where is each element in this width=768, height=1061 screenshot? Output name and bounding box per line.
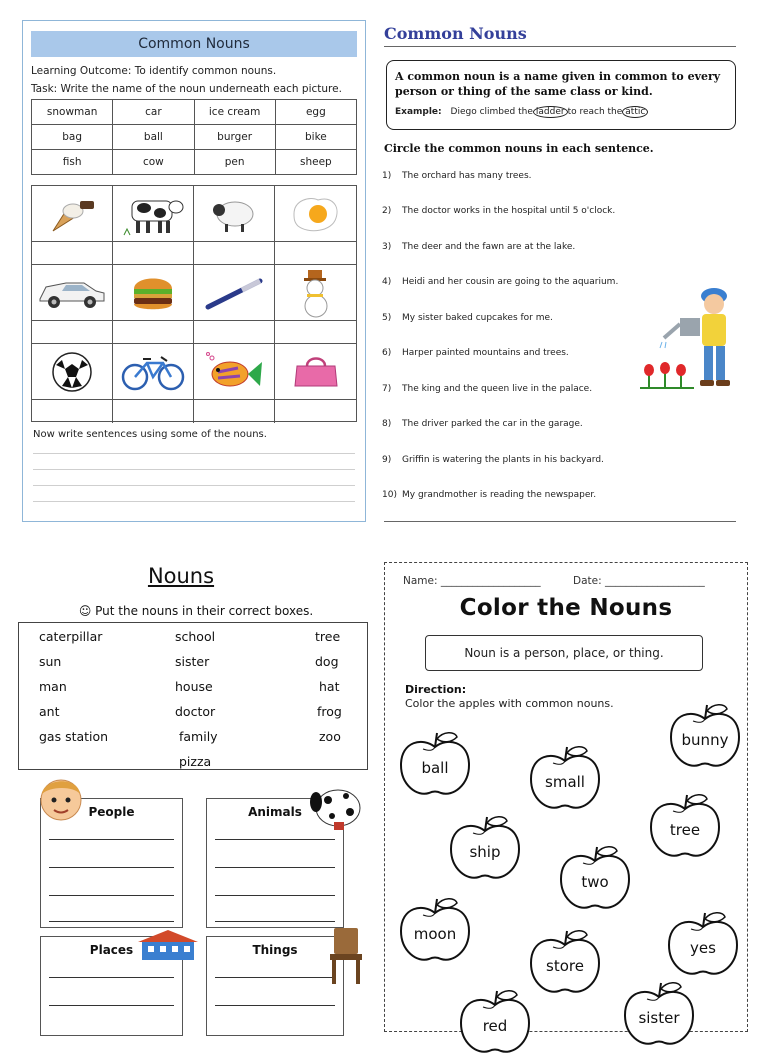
table-row — [32, 150, 357, 175]
picture-cell — [113, 265, 194, 321]
instruction: Circle the common nouns in each sentence. — [384, 142, 654, 155]
word-cell: snowman — [32, 100, 113, 125]
learning-outcome: Learning Outcome: To identify common nouns. — [31, 65, 277, 77]
sentence-item[interactable] — [382, 171, 532, 181]
sentence-number: 10) — [382, 490, 397, 500]
divider — [384, 521, 736, 522]
picture-cell — [275, 344, 356, 400]
sentence-item[interactable] — [382, 490, 596, 500]
box-label: Things — [252, 943, 298, 957]
word-cell: burger — [194, 125, 275, 150]
ice-cream-icon — [47, 191, 97, 237]
apple-two[interactable] — [557, 843, 633, 913]
sentence-item[interactable] — [382, 206, 615, 216]
apple-moon[interactable] — [397, 895, 473, 965]
noun-word: gas station — [39, 729, 109, 744]
picture-cell — [113, 186, 194, 242]
boy-watering-flowers-icon — [634, 278, 738, 394]
sort-nouns-worksheet — [16, 560, 376, 1024]
writing-line[interactable] — [33, 501, 355, 502]
writing-line[interactable] — [215, 839, 335, 840]
example-text: to reach the — [567, 107, 623, 117]
noun-word: caterpillar — [39, 629, 103, 644]
writing-line[interactable] — [215, 895, 335, 896]
writing-line[interactable] — [215, 1005, 335, 1006]
sentence-item[interactable] — [382, 419, 583, 429]
picture-cell — [32, 344, 113, 400]
divider — [384, 46, 736, 47]
example-sentence — [395, 107, 727, 117]
date-field[interactable]: Date: ___________________ — [573, 575, 705, 587]
apple-bunny[interactable] — [667, 701, 743, 771]
noun-word: man — [39, 679, 67, 694]
apple-word: ship — [469, 843, 501, 861]
word-cell: cow — [113, 150, 194, 175]
answer-cell[interactable] — [275, 400, 356, 423]
answer-cell[interactable] — [194, 400, 275, 423]
word-cell: car — [113, 100, 194, 125]
apple-word: tree — [669, 821, 701, 839]
apple-yes[interactable] — [665, 909, 741, 979]
noun-word: tree — [315, 629, 341, 644]
noun-word: sun — [39, 654, 62, 669]
word-cell: fish — [32, 150, 113, 175]
definition-box — [386, 60, 736, 130]
noun-word: pizza — [179, 754, 212, 769]
sentence-text: My sister baked cupcakes for me. — [402, 313, 553, 323]
noun-word: family — [179, 729, 218, 744]
answer-cell[interactable] — [32, 321, 113, 344]
apple-ball[interactable] — [397, 729, 473, 799]
worksheet-title: Common Nouns — [384, 24, 527, 43]
sentence-number: 1) — [382, 171, 392, 181]
sentence-text: The deer and the fawn are at the lake. — [402, 242, 576, 252]
sentence-text: My grandmother is reading the newspaper. — [402, 490, 597, 500]
apple-word: ball — [421, 759, 449, 777]
sentence-text: The doctor works in the hospital until 5 o'clock. — [402, 206, 616, 216]
writing-line[interactable] — [49, 839, 174, 840]
ball-icon — [50, 350, 94, 394]
sentence-prompt: Now write sentences using some of the nouns. — [33, 429, 267, 440]
answer-cell[interactable] — [113, 321, 194, 344]
box-label: People — [88, 805, 135, 819]
apple-word: store — [546, 957, 584, 975]
apple-small[interactable] — [527, 743, 603, 813]
fish-icon — [204, 350, 264, 394]
example-label: Example: — [395, 107, 442, 117]
sentence-number: 4) — [382, 277, 392, 287]
answer-cell[interactable] — [113, 400, 194, 423]
sentence-text: Harper painted mountains and trees. — [402, 348, 569, 358]
word-cell: ball — [113, 125, 194, 150]
answer-cell[interactable] — [194, 242, 275, 265]
apple-word: bunny — [681, 731, 729, 749]
picture-cell — [113, 344, 194, 400]
noun-word: school — [175, 629, 216, 644]
noun-word: hat — [319, 679, 340, 694]
school-building-icon — [136, 928, 200, 962]
apple-store[interactable] — [527, 927, 603, 997]
apple-word: two — [581, 873, 609, 891]
writing-line[interactable] — [49, 1005, 174, 1006]
burger-icon — [130, 271, 176, 315]
sentence-text: The driver parked the car in the garage. — [402, 419, 583, 429]
writing-line[interactable] — [33, 485, 355, 486]
noun-word: sister — [175, 654, 210, 669]
common-nouns-picture-worksheet — [22, 20, 366, 522]
word-bank-table — [31, 99, 357, 175]
color-the-nouns-worksheet — [384, 562, 748, 1035]
noun-word: dog — [315, 654, 339, 669]
sentence-number: 3) — [382, 242, 392, 252]
cow-icon — [120, 191, 186, 237]
bike-icon — [119, 351, 187, 393]
picture-cell — [275, 186, 356, 242]
noun-word: frog — [317, 704, 342, 719]
writing-line[interactable] — [215, 921, 335, 922]
dalmatian-icon — [308, 782, 366, 834]
definition-box: Noun is a person, place, or thing. — [425, 635, 703, 671]
sentence-number: 5) — [382, 313, 392, 323]
sentence-number: 7) — [382, 384, 392, 394]
apple-tree[interactable] — [647, 791, 723, 861]
sentence-item[interactable] — [382, 348, 569, 358]
word-cell: bag — [32, 125, 113, 150]
picture-cell — [194, 265, 275, 321]
noun-word: zoo — [319, 729, 341, 744]
picture-cell — [275, 265, 356, 321]
sentence-item[interactable] — [382, 455, 604, 465]
writing-line[interactable] — [215, 977, 335, 978]
sentence-number: 6) — [382, 348, 392, 358]
child-face-icon — [34, 772, 88, 824]
picture-grid — [31, 185, 357, 422]
sheep-icon — [207, 192, 261, 236]
circled-noun: ladder — [533, 106, 568, 118]
sentence-text: The king and the queen live in the palace. — [402, 384, 593, 394]
picture-cell — [32, 186, 113, 242]
answer-cell[interactable] — [113, 242, 194, 265]
sentence-number: 9) — [382, 455, 392, 465]
worksheet-title: Nouns — [147, 564, 215, 588]
apple-word: sister — [638, 1009, 680, 1027]
worksheet-title: Common Nouns — [31, 31, 357, 57]
writing-line[interactable] — [49, 977, 174, 978]
sentence-number: 8) — [382, 419, 392, 429]
worksheet-title: Color the Nouns — [459, 595, 673, 621]
name-field[interactable]: Name: ___________________ — [403, 575, 541, 587]
sentence-number: 2) — [382, 206, 392, 216]
word-cell: sheep — [275, 150, 356, 175]
answer-cell[interactable] — [32, 400, 113, 423]
apple-word: moon — [413, 925, 457, 943]
word-cell: pen — [194, 150, 275, 175]
pen-icon — [202, 273, 266, 313]
egg-icon — [288, 192, 344, 236]
word-cell: bike — [275, 125, 356, 150]
table-row — [32, 125, 357, 150]
word-cell: egg — [275, 100, 356, 125]
car-icon — [36, 275, 108, 311]
answer-cell[interactable] — [275, 321, 356, 344]
sentence-text: The orchard has many trees. — [402, 171, 532, 181]
sentence-item[interactable] — [382, 242, 575, 252]
answer-cell[interactable] — [32, 242, 113, 265]
apple-sister[interactable] — [621, 979, 697, 1049]
apple-word: small — [545, 773, 585, 791]
apple-word: yes — [690, 939, 716, 957]
sentence-text: Griffin is watering the plants in his backyard. — [402, 455, 604, 465]
instruction: ☺ Put the nouns in their correct boxes. — [78, 604, 314, 618]
example-text: Diego climbed the — [450, 107, 533, 117]
writing-line[interactable] — [33, 453, 355, 454]
writing-line[interactable] — [49, 895, 174, 896]
noun-word: house — [175, 679, 213, 694]
box-label: Places — [89, 943, 134, 957]
box-label: Animals — [248, 805, 302, 819]
picture-cell — [194, 344, 275, 400]
picture-cell — [194, 186, 275, 242]
answer-cell[interactable] — [194, 321, 275, 344]
writing-line[interactable] — [49, 867, 174, 868]
writing-line[interactable] — [33, 469, 355, 470]
definition-text: A common noun is a name given in common to every person or thing of the same class or kind. — [395, 70, 721, 98]
circle-common-nouns-worksheet — [380, 20, 740, 530]
noun-word: doctor — [175, 704, 216, 719]
snowman-icon — [296, 268, 336, 318]
direction-text: Color the apples with common nouns. — [405, 697, 614, 710]
table-row — [32, 100, 357, 125]
apple-word: red — [482, 1017, 508, 1035]
answer-cell[interactable] — [275, 242, 356, 265]
sentence-text: Heidi and her cousin are going to the aquarium. — [402, 277, 619, 287]
word-cell: ice cream — [194, 100, 275, 125]
word-bank — [18, 622, 368, 770]
direction-label: Direction: — [405, 683, 467, 696]
chair-icon — [324, 926, 368, 986]
bag-icon — [291, 352, 341, 392]
task-instruction: Task: Write the name of the noun underneath each picture. — [31, 83, 342, 95]
sentence-item[interactable] — [382, 313, 553, 323]
writing-line[interactable] — [49, 921, 174, 922]
noun-word: ant — [39, 704, 60, 719]
apple-ship[interactable] — [447, 813, 523, 883]
picture-cell — [32, 265, 113, 321]
apple-red[interactable] — [457, 987, 533, 1057]
writing-line[interactable] — [215, 867, 335, 868]
circled-noun: attic — [622, 106, 648, 118]
sentence-item[interactable] — [382, 277, 618, 287]
sentence-item[interactable] — [382, 384, 592, 394]
